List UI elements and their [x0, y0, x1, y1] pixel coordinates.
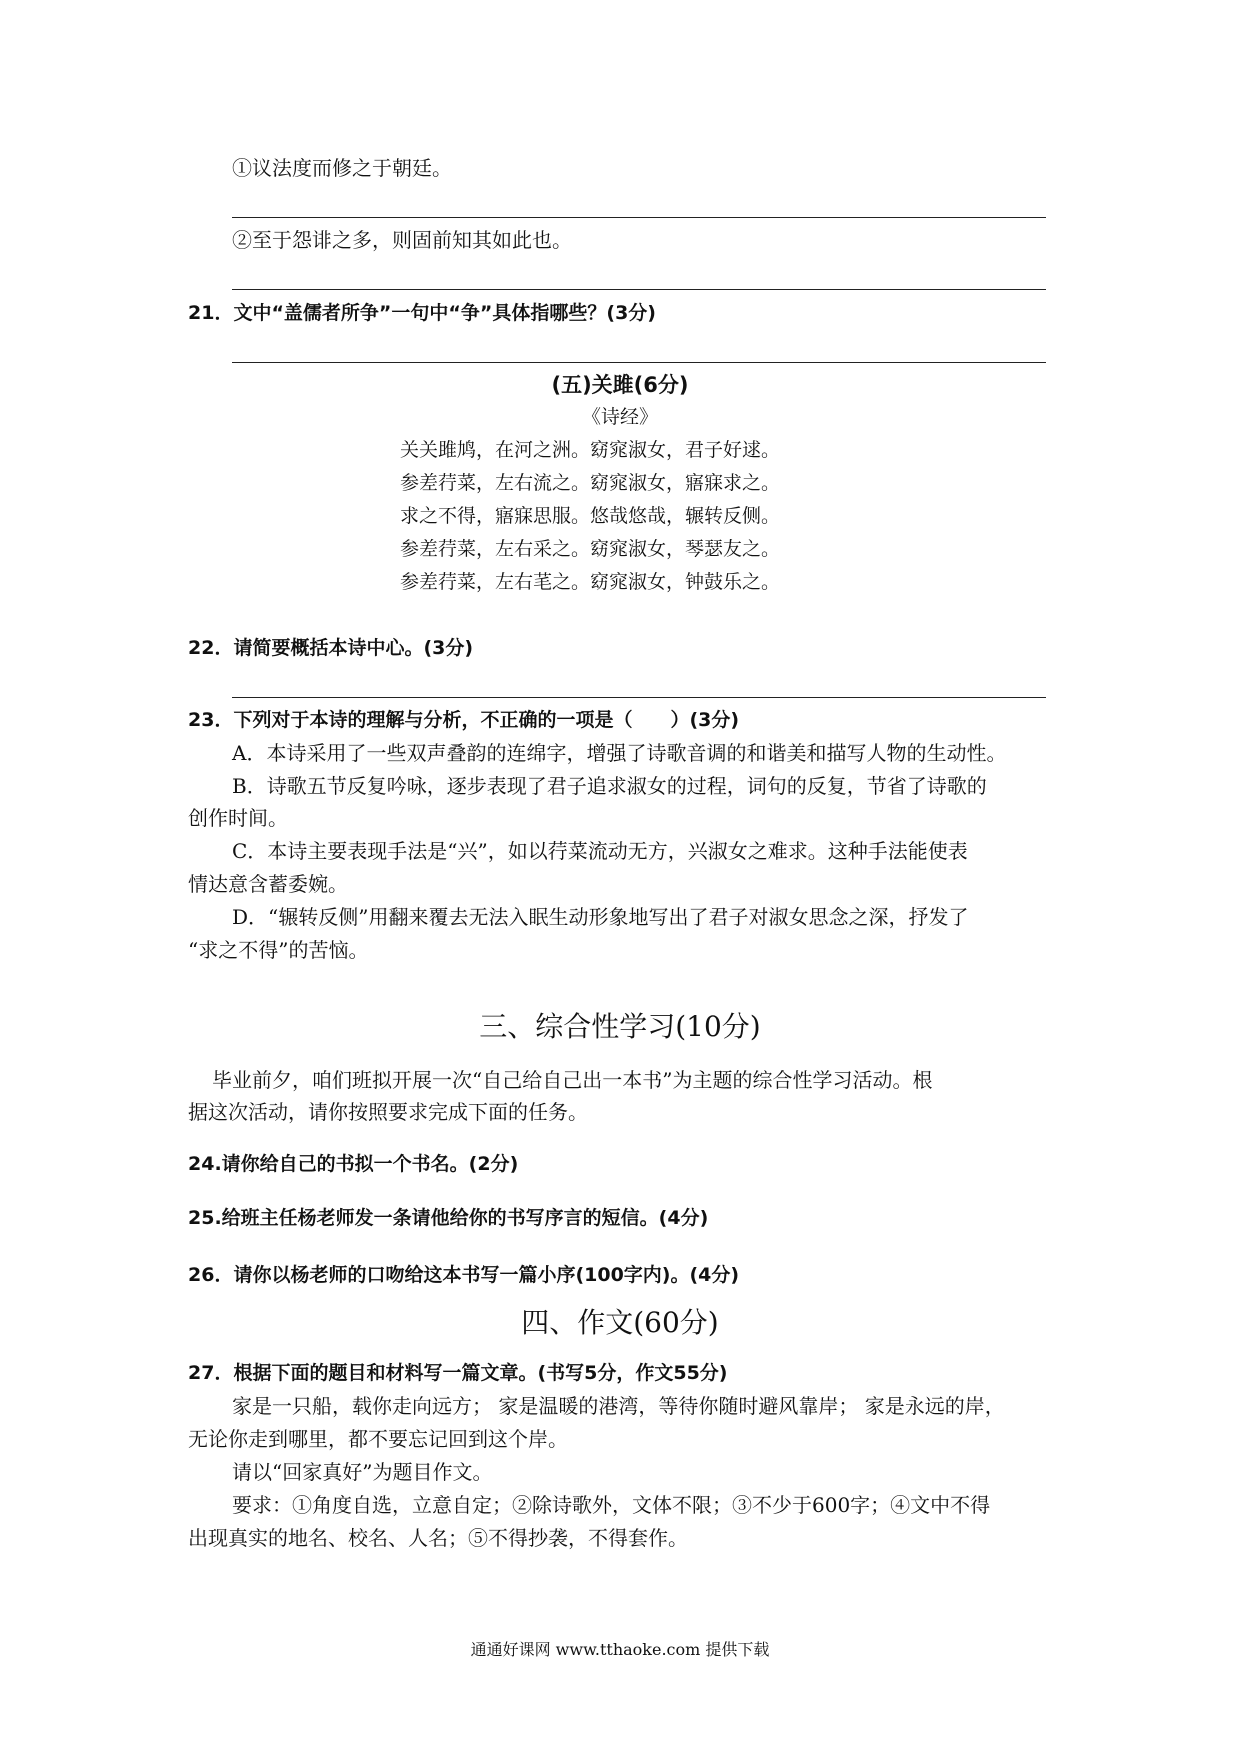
- essay-material-cont: 无论你走到哪里，都不要忘记回到这个岸。: [188, 1427, 568, 1451]
- poem-heading: (五)关雎(6分): [551, 373, 689, 397]
- essay-requirements: 要求：①角度自选，立意自定；②除诗歌外，文体不限；③不少于600字；④文中不得: [232, 1493, 991, 1517]
- answer-line: [232, 289, 1046, 290]
- question-27: 27．根据下面的题目和材料写一篇文章。(书写5分，作文55分): [188, 1362, 728, 1384]
- section-3-title: 三、综合性学习(10分): [479, 1010, 761, 1043]
- option-c: C．本诗主要表现手法是“兴”，如以荇菜流动无方，兴淑女之难求。这种手法能使表: [232, 839, 968, 863]
- question-25: 25.给班主任杨老师发一条请他给你的书写序言的短信。(4分): [188, 1207, 709, 1229]
- q20-sentence-1: ①议法度而修之于朝廷。: [232, 156, 452, 180]
- question-26: 26．请你以杨老师的口吻给这本书写一篇小序(100字内)。(4分): [188, 1264, 740, 1286]
- question-22: 22．请简要概括本诗中心。(3分): [188, 637, 474, 659]
- page-footer: 通通好课网 www.tthaoke.com 提供下载: [470, 1640, 770, 1659]
- question-23: 23．下列对于本诗的理解与分析，不正确的一项是（ ）(3分): [188, 709, 740, 731]
- q20-sentence-2: ②至于怨诽之多，则固前知其如此也。: [232, 228, 572, 252]
- option-d: D．“辗转反侧”用翻来覆去无法入眠生动形象地写出了君子对淑女思念之深，抒发了: [232, 905, 969, 929]
- poem-line: 参差荇菜，左右采之。窈窕淑女，琴瑟友之。: [400, 538, 781, 560]
- answer-line: [232, 217, 1046, 218]
- option-a: A．本诗采用了一些双声叠韵的连绵字，增强了诗歌音调的和谐美和描写人物的生动性。: [232, 741, 1007, 765]
- essay-material: 家是一只船，载你走向远方； 家是温暖的港湾，等待你随时避风靠岸； 家是永远的岸，: [232, 1394, 1005, 1418]
- section-4-title: 四、作文(60分): [521, 1306, 719, 1339]
- section-3-intro: 毕业前夕，咱们班拟开展一次“自己给自己出一本书”为主题的综合性学习活动。根: [212, 1068, 933, 1092]
- answer-line: [232, 362, 1046, 363]
- option-c-cont: 情达意含蓄委婉。: [188, 872, 348, 896]
- option-b-cont: 创作时间。: [188, 806, 288, 830]
- question-24: 24.请你给自己的书拟一个书名。(2分): [188, 1153, 519, 1175]
- essay-requirements-cont: 出现真实的地名、校名、人名；⑤不得抄袭，不得套作。: [188, 1526, 688, 1550]
- essay-prompt: 请以“回家真好”为题目作文。: [232, 1460, 493, 1484]
- poem-source: 《诗经》: [581, 406, 658, 428]
- question-21: 21．文中“盖儒者所争”一句中“争”具体指哪些？(3分): [188, 302, 656, 324]
- option-b: B．诗歌五节反复吟咏，逐步表现了君子追求淑女的过程，词句的反复，节省了诗歌的: [232, 774, 987, 798]
- option-d-cont: “求之不得”的苦恼。: [188, 938, 369, 962]
- poem-line: 求之不得，寤寐思服。悠哉悠哉，辗转反侧。: [400, 505, 781, 527]
- answer-line: [232, 697, 1046, 698]
- section-3-intro-cont: 据这次活动，请你按照要求完成下面的任务。: [188, 1100, 588, 1124]
- poem-line: 关关雎鸠，在河之洲。窈窕淑女，君子好逑。: [400, 439, 781, 461]
- poem-line: 参差荇菜，左右流之。窈窕淑女，寤寐求之。: [400, 472, 781, 494]
- poem-line: 参差荇菜，左右芼之。窈窕淑女，钟鼓乐之。: [400, 571, 781, 593]
